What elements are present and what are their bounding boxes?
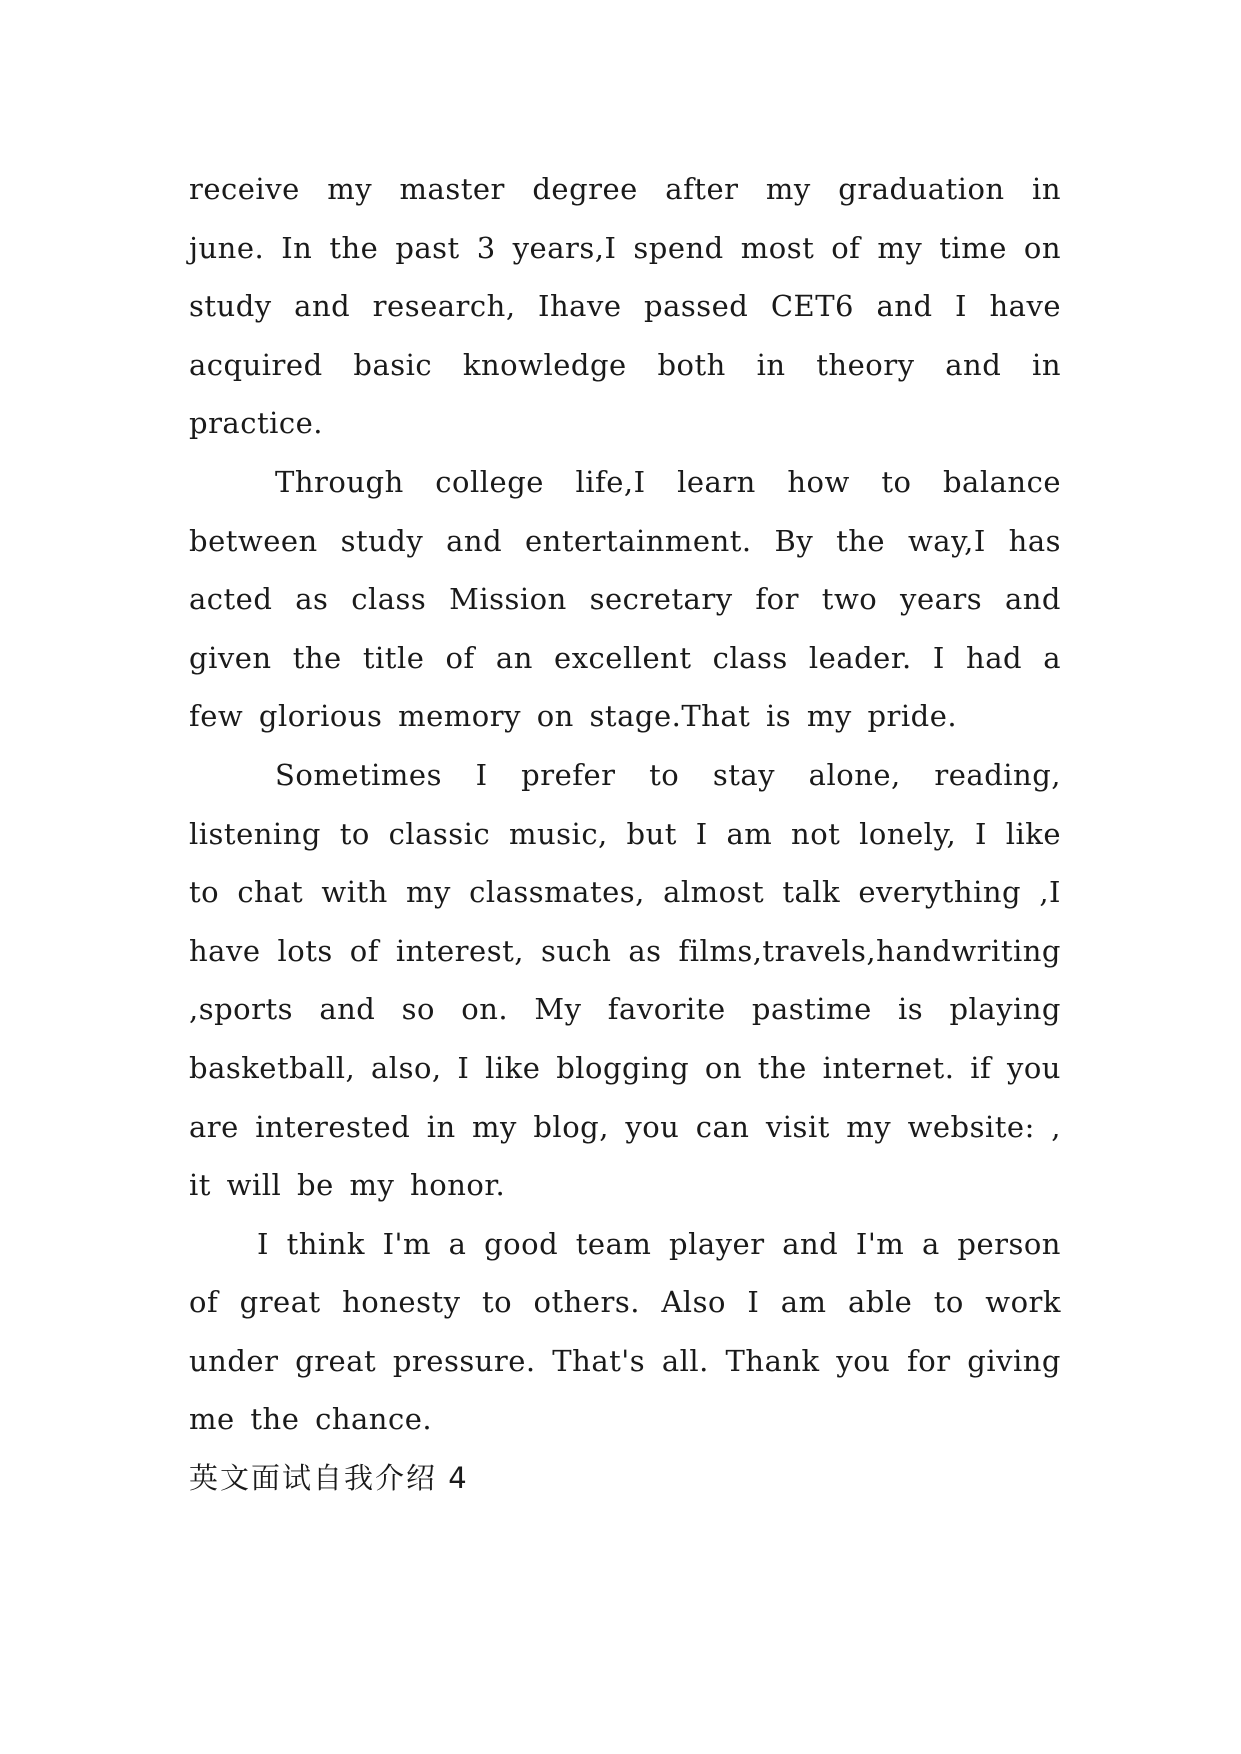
- paragraph-education: receive my master degree after my graduation in june. In the past 3 years,I spend most of my time on study and research, Ihave passed CET6 and I have acquired basic knowledge both in theory and in practice.: [189, 172, 1061, 441]
- paragraph-closing: I think I'm a good team player and I'm a person of great honesty to others. Also I am able to work under great pressure. That's all. Thank you for giving me the chance.: [189, 1226, 1061, 1437]
- section-heading: 英文面试自我介绍 4: [189, 1461, 469, 1496]
- paragraph-interests: Sometimes I prefer to stay alone, reading, listening to classic music, but I am not lonely, I like to chat with my classmates, almost talk everything ,I have lots of interest, such as films,travels,handwriting ,sports and so on. My favorite pastime is playing basketball, also, I like blogging on the internet. if you are interested in my blog, you can visit my website: , it will be my honor.: [189, 757, 1061, 1203]
- document-body: [189, 160, 1061, 1508]
- paragraph-college-life: Through college life,I learn how to balance between study and entertainment. By the way,I has acted as class Mission secretary for two years and given the title of an excellent class leader. I had a few glorious memory on stage.That is my pride.: [189, 464, 1061, 734]
